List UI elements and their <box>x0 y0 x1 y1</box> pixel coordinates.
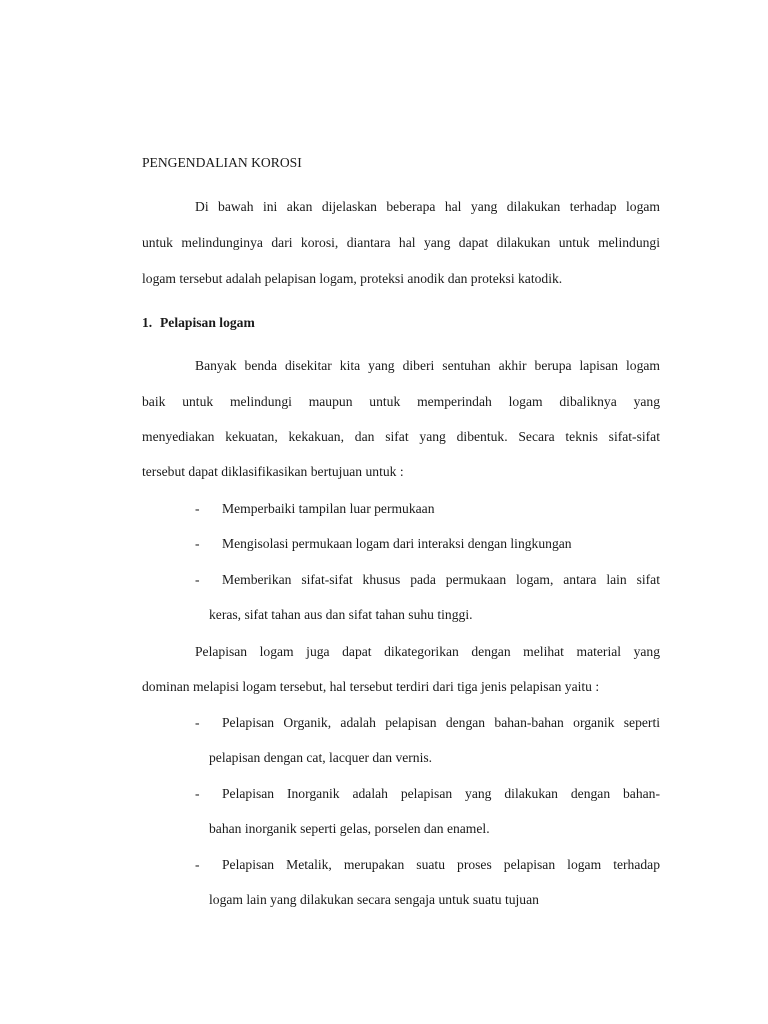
list-bullet: - <box>195 572 200 587</box>
paragraph1-line-1: Banyak benda disekitar kita yang diberi sentuhan akhir berupa lapisan logam <box>195 358 660 373</box>
list-item: Memperbaiki tampilan luar permukaan <box>222 501 435 516</box>
list-bullet: - <box>195 536 200 551</box>
list-bullet: - <box>195 857 200 872</box>
paragraph1-line-2: baik untuk melindungi maupun untuk memperindah logam dibaliknya yang <box>142 394 660 409</box>
list-item: Mengisolasi permukaan logam dari interaksi dengan lingkungan <box>222 536 572 551</box>
paragraph2-line-1: Pelapisan logam juga dapat dikategorikan dengan melihat material yang <box>195 644 660 659</box>
list-item: Pelapisan Metalik, merupakan suatu proses pelapisan logam terhadap <box>222 857 660 872</box>
intro-line-2: untuk melindunginya dari korosi, diantara hal yang dapat dilakukan untuk melindungi <box>142 235 660 250</box>
list-item: Pelapisan Inorganik adalah pelapisan yang dilakukan dengan bahan- <box>222 786 660 801</box>
list-bullet: - <box>195 786 200 801</box>
section-title: Pelapisan logam <box>160 315 255 330</box>
intro-line-1: Di bawah ini akan dijelaskan beberapa hal yang dilakukan terhadap logam <box>195 199 660 214</box>
paragraph2-line-2: dominan melapisi logam tersebut, hal tersebut terdiri dari tiga jenis pelapisan yaitu : <box>142 679 600 694</box>
list-bullet: - <box>195 715 200 730</box>
list-bullet: - <box>195 501 200 516</box>
list-item-continuation: bahan inorganik seperti gelas, porselen dan enamel. <box>209 821 490 836</box>
list-item-continuation: logam lain yang dilakukan secara sengaja untuk suatu tujuan <box>209 892 539 907</box>
section-number: 1. <box>142 315 153 330</box>
list-item-continuation: keras, sifat tahan aus dan sifat tahan suhu tinggi. <box>209 607 473 622</box>
list-item-continuation: pelapisan dengan cat, lacquer dan vernis. <box>209 750 433 765</box>
intro-line-3: logam tersebut adalah pelapisan logam, proteksi anodik dan proteksi katodik. <box>142 271 563 286</box>
paragraph1-line-4: tersebut dapat diklasifikasikan bertujuan untuk : <box>142 464 404 479</box>
list-item: Pelapisan Organik, adalah pelapisan dengan bahan-bahan organik seperti <box>222 715 660 730</box>
list-item: Memberikan sifat-sifat khusus pada permukaan logam, antara lain sifat <box>222 572 660 587</box>
paragraph1-line-3: menyediakan kekuatan, kekakuan, dan sifat yang dibentuk. Secara teknis sifat-sifat <box>142 429 660 444</box>
document-title: PENGENDALIAN KOROSI <box>142 155 302 170</box>
